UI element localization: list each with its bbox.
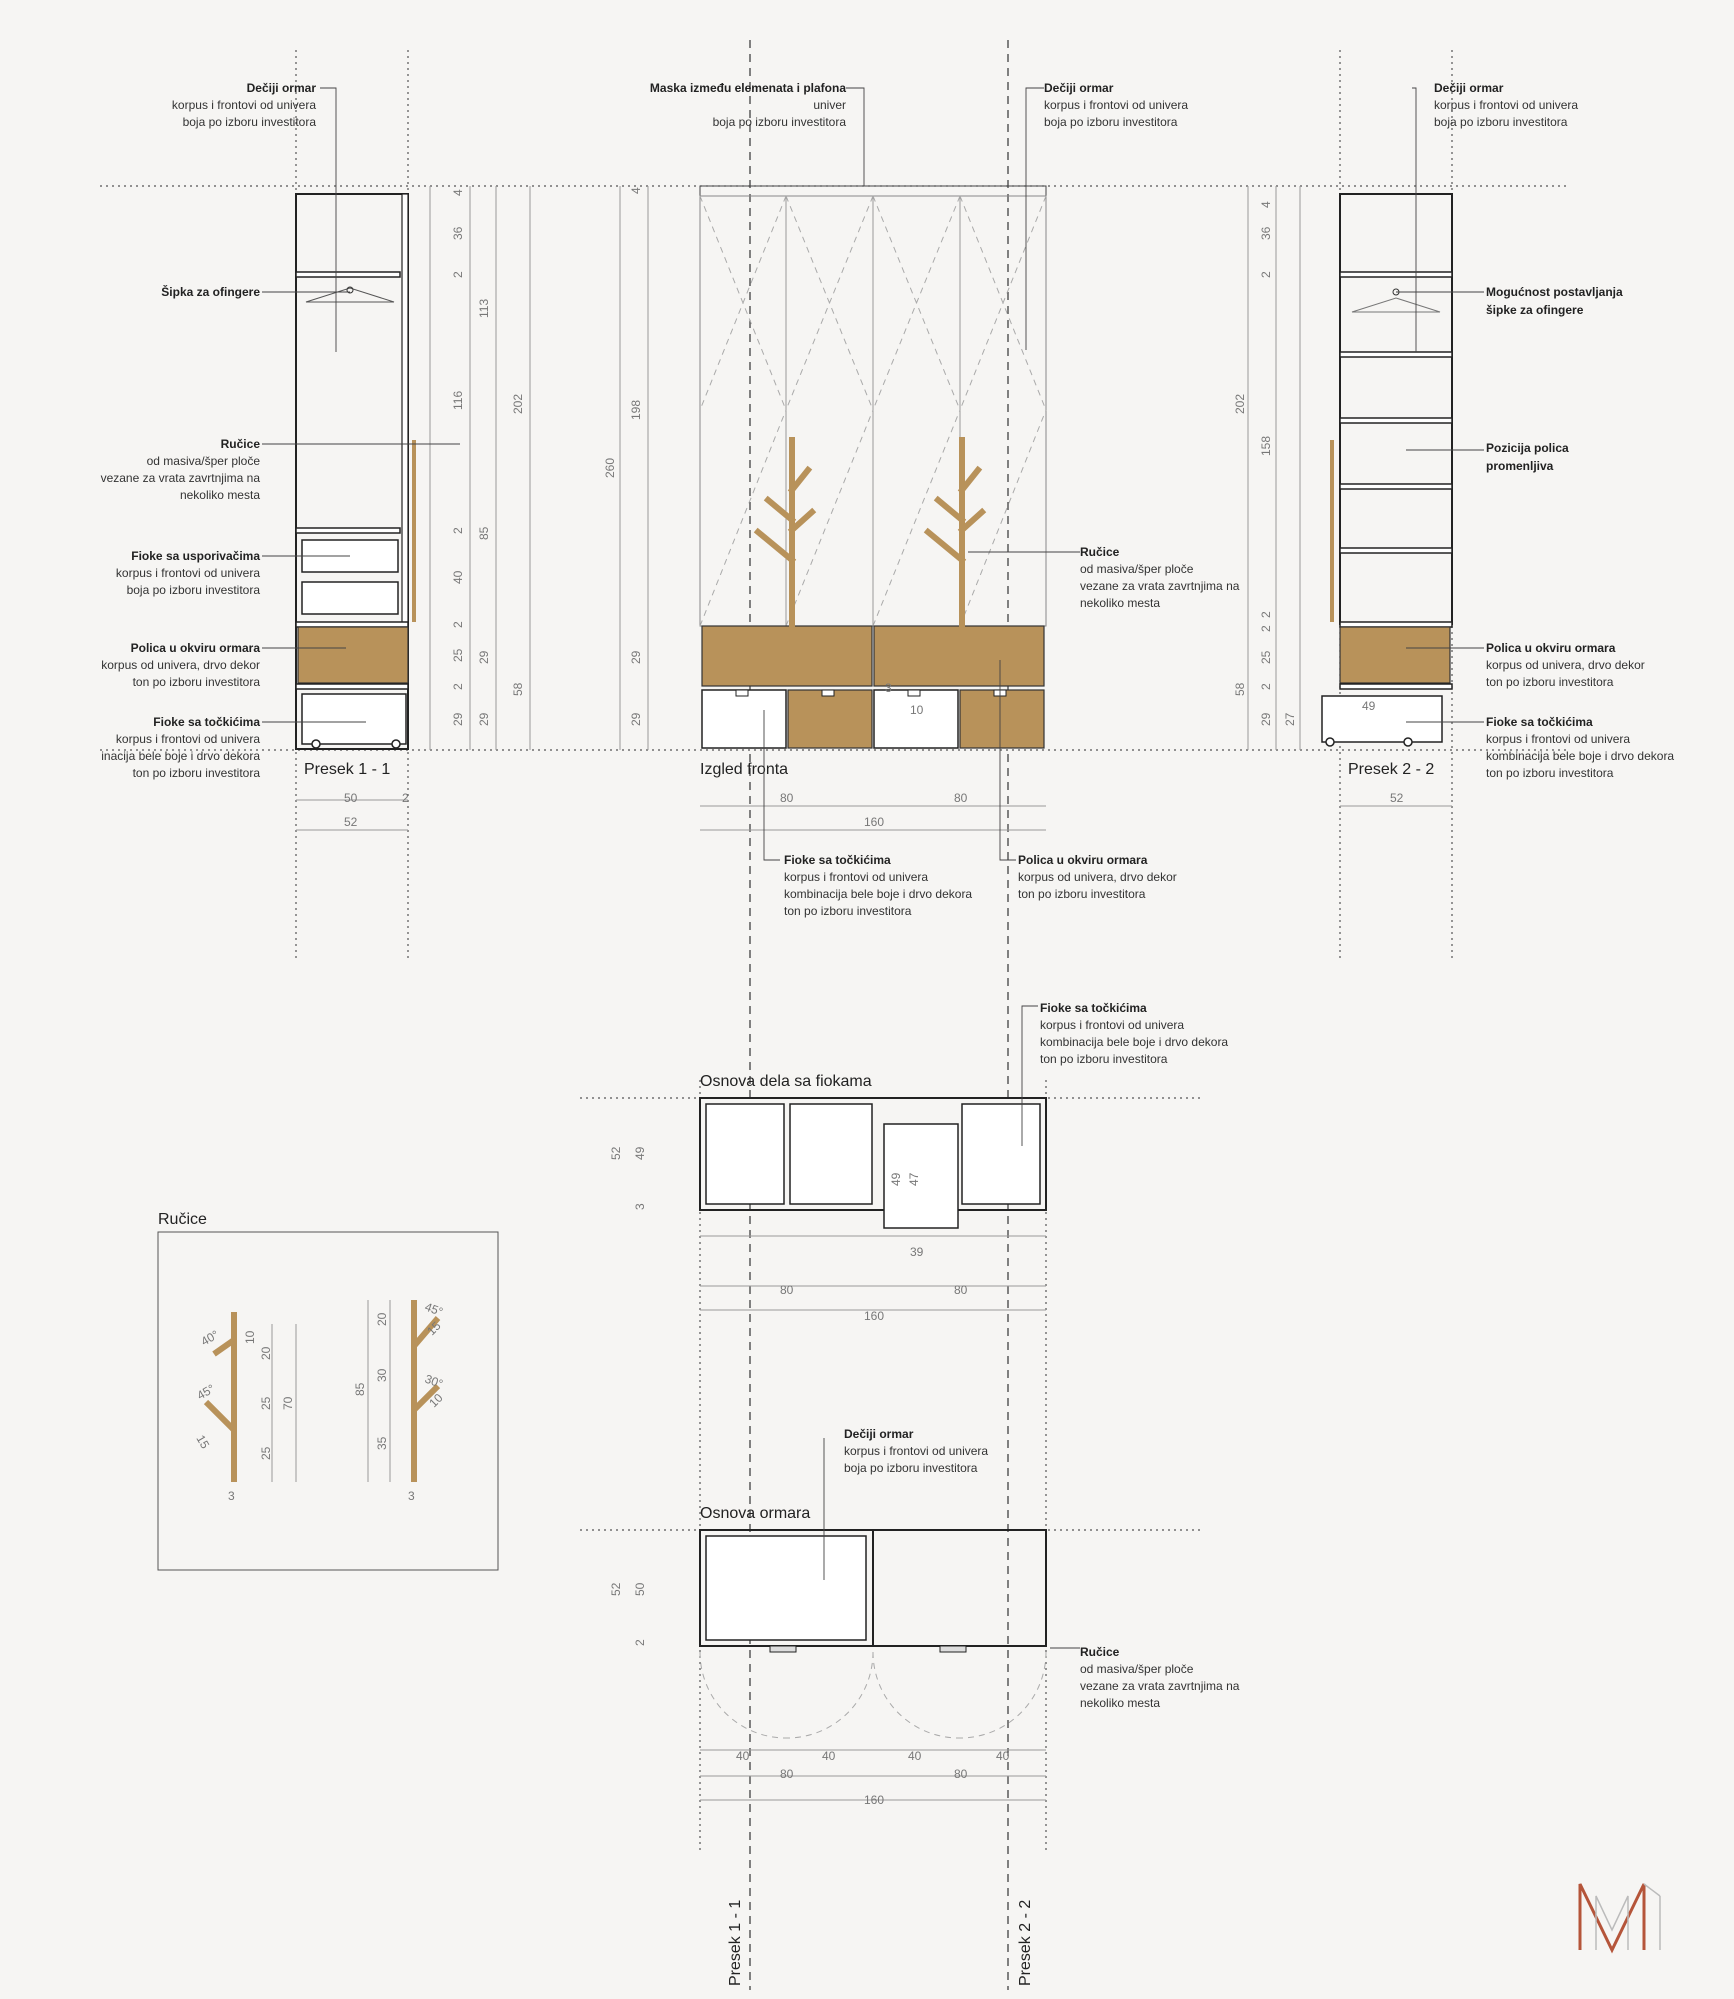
dim-s2-158: 158 (1259, 435, 1273, 456)
handles-detail-title: Ručice (158, 1211, 207, 1228)
svg-text:Dečiji ormar: Dečiji ormar (844, 1427, 914, 1441)
svg-text:Dečiji ormar: Dečiji ormar (1044, 81, 1114, 95)
dim-25: 25 (451, 648, 465, 662)
svg-text:od masiva/šper ploče: od masiva/šper ploče (1080, 562, 1194, 576)
dim-40: 40 (451, 570, 465, 584)
dim-front-29: 29 (629, 650, 643, 664)
dim-113: 113 (477, 298, 491, 318)
svg-text:Pozicija polica: Pozicija polica (1486, 441, 1569, 455)
dim-h1-45deg: 45° (194, 1381, 218, 1403)
svg-text:ton po izboru investitora: ton po izboru investitora (1486, 675, 1614, 689)
svg-text:boja po izboru investitora: boja po izboru investitora (844, 1461, 978, 1475)
svg-text:univer: univer (813, 98, 846, 112)
dim-p2-80b: 80 (954, 1767, 968, 1781)
dim-s2-36: 36 (1259, 226, 1273, 240)
dim-p1-49b: 49 (889, 1172, 903, 1186)
svg-text:ton po izboru investitora: ton po izboru investitora (784, 904, 912, 918)
dim-2e: 2 (402, 791, 409, 805)
dim-p2-40c: 40 (908, 1749, 922, 1763)
svg-text:Fioke sa usporivačima: Fioke sa usporivačima (131, 549, 260, 563)
dim-p2-160: 160 (864, 1793, 885, 1807)
front-elevation-title: Izgled fronta (700, 761, 789, 778)
note-wardrobe-plan (844, 1427, 988, 1475)
note-wardrobe-top-left (172, 81, 316, 129)
dim-36: 36 (451, 226, 465, 240)
note-handles-left (101, 437, 261, 502)
dim-s2-58: 58 (1233, 682, 1247, 696)
dim-s2-49: 49 (1362, 699, 1376, 713)
dim-s2-2d: 2 (1259, 683, 1273, 690)
svg-text:inacija bele boje i drvo dekor: inacija bele boje i drvo dekora (101, 749, 260, 763)
plan-drawers (700, 1098, 1046, 1310)
section-2-2 (1322, 194, 1452, 746)
svg-text:Fioke sa točkićima: Fioke sa točkićima (1486, 715, 1593, 729)
svg-text:korpus i frontovi od univera: korpus i frontovi od univera (115, 732, 260, 746)
dim-p1-3: 3 (633, 1203, 647, 1210)
note-handles-front (1080, 545, 1240, 610)
section-2-2-title: Presek 2 - 2 (1348, 761, 1435, 778)
svg-text:Fioke sa točkićima: Fioke sa točkićima (153, 715, 260, 729)
dim-p1-80b: 80 (954, 1283, 968, 1297)
dim-2c: 2 (451, 621, 465, 628)
svg-text:Ručice: Ručice (220, 437, 260, 451)
dim-h1-40deg: 40° (198, 1327, 222, 1349)
svg-text:Dečiji ormar: Dečiji ormar (1434, 81, 1504, 95)
dim-front-29b: 29 (629, 712, 643, 726)
dim-50: 50 (344, 791, 358, 805)
svg-text:ton po izboru investitora: ton po izboru investitora (1486, 766, 1614, 780)
dim-h1-20: 20 (259, 1346, 273, 1360)
svg-text:korpus i frontovi od univera: korpus i frontovi od univera (844, 1444, 989, 1458)
dim-p2-40d: 40 (996, 1749, 1010, 1763)
svg-text:boja po izboru investitora: boja po izboru investitora (182, 115, 316, 129)
dim-front-260: 260 (603, 457, 617, 478)
note-mask (650, 81, 846, 129)
dim-h1-15: 15 (193, 1432, 213, 1452)
dim-h2-45deg: 45° (422, 1299, 445, 1320)
svg-text:Maska između elemenata i plafo: Maska između elemenata i plafona (649, 81, 846, 95)
dim-h1-10: 10 (243, 1330, 257, 1344)
dim-front-198: 198 (629, 399, 643, 420)
dim-s2-29: 29 (1259, 712, 1273, 726)
svg-text:Fioke sa točkićima: Fioke sa točkićima (784, 853, 891, 867)
svg-text:korpus od univera, drvo dekor: korpus od univera, drvo dekor (101, 658, 260, 672)
section-1-1 (296, 194, 414, 749)
svg-text:Šipka za ofingere: Šipka za ofingere (161, 285, 260, 299)
dim-2: 2 (451, 271, 465, 278)
svg-text:Polica u okviru ormara: Polica u okviru ormara (1018, 853, 1148, 867)
note-drawers-slow (116, 549, 260, 597)
dim-p2-52: 52 (609, 1582, 623, 1596)
dim-s2-2c: 2 (1259, 625, 1273, 632)
dim-h1-3: 3 (228, 1489, 235, 1503)
dim-h2-35: 35 (375, 1436, 389, 1450)
svg-text:vezane za vrata zavrtnjima na: vezane za vrata zavrtnjima na (1080, 1679, 1240, 1693)
svg-text:boja po izboru investitora: boja po izboru investitora (1434, 115, 1568, 129)
note-wheels-right (1486, 715, 1674, 780)
svg-text:kombinacija bele boje i drvo d: kombinacija bele boje i drvo dekora (1040, 1035, 1229, 1049)
note-shelf-right (1486, 641, 1645, 689)
svg-text:korpus i frontovi od univera: korpus i frontovi od univera (1486, 732, 1631, 746)
svg-text:nekoliko mesta: nekoliko mesta (1080, 596, 1161, 610)
dim-s2-52: 52 (1390, 791, 1404, 805)
svg-text:ton po izboru investitora: ton po izboru investitora (132, 766, 260, 780)
dim-29c: 29 (477, 712, 491, 726)
dim-s2-25: 25 (1259, 650, 1273, 664)
dim-58: 58 (511, 682, 525, 696)
svg-text:promenljiva: promenljiva (1486, 459, 1554, 473)
svg-text:korpus od univera, drvo dekor: korpus od univera, drvo dekor (1486, 658, 1645, 672)
svg-text:nekoliko mesta: nekoliko mesta (1080, 1696, 1161, 1710)
svg-text:boja po izboru investitora: boja po izboru investitora (126, 583, 260, 597)
dim-h1-70: 70 (281, 1396, 295, 1410)
svg-text:boja po izboru investitora: boja po izboru investitora (712, 115, 846, 129)
svg-text:Mogućnost postavljanja: Mogućnost postavljanja (1486, 285, 1623, 299)
dim-h2-3: 3 (408, 1489, 415, 1503)
dim-front-80b: 80 (954, 791, 968, 805)
svg-text:Ručice: Ručice (1080, 545, 1120, 559)
svg-text:kombinacija bele boje i drvo d: kombinacija bele boje i drvo dekora (1486, 749, 1675, 763)
note-handles-plan (1080, 1645, 1240, 1710)
svg-text:vezane za vrata zavrtnjima na: vezane za vrata zavrtnjima na (100, 471, 260, 485)
svg-text:Fioke sa točkićima: Fioke sa točkićima (1040, 1001, 1147, 1015)
svg-text:Dečiji ormar: Dečiji ormar (246, 81, 316, 95)
svg-text:korpus i frontovi od univera: korpus i frontovi od univera (784, 870, 929, 884)
svg-text:kombinacija bele boje i drvo d: kombinacija bele boje i drvo dekora (784, 887, 973, 901)
svg-text:Ručice: Ručice (1080, 1645, 1120, 1659)
dim-29b: 29 (477, 650, 491, 664)
dim-h2-20: 20 (375, 1312, 389, 1326)
logo-mark-icon (1580, 1884, 1660, 1950)
dim-p1-49: 49 (633, 1146, 647, 1160)
dim-4: 4 (451, 189, 465, 196)
svg-text:nekoliko mesta: nekoliko mesta (179, 488, 260, 502)
svg-text:od masiva/šper ploče: od masiva/šper ploče (1080, 1662, 1194, 1676)
dim-p2-50: 50 (633, 1582, 647, 1596)
dim-s2-2b: 2 (1259, 611, 1273, 618)
svg-text:korpus i frontovi od univera: korpus i frontovi od univera (1040, 1018, 1185, 1032)
svg-text:korpus i frontovi od univera: korpus i frontovi od univera (1434, 98, 1579, 112)
svg-text:ton po izboru investitora: ton po izboru investitora (1018, 887, 1146, 901)
dim-front-4: 4 (629, 187, 643, 194)
dim-2b: 2 (451, 527, 465, 534)
dim-p2-40a: 40 (736, 1749, 750, 1763)
dim-s2-27: 27 (1283, 712, 1297, 726)
svg-text:šipke za ofingere: šipke za ofingere (1486, 303, 1584, 317)
dim-front-80: 80 (780, 791, 794, 805)
dim-p2-40b: 40 (822, 1749, 836, 1763)
dim-p1-39: 39 (910, 1245, 924, 1259)
dim-h2-15: 15 (424, 1318, 444, 1339)
dim-s2-202: 202 (1233, 393, 1247, 414)
dim-h2-30deg: 30° (422, 1371, 445, 1392)
dim-2d: 2 (451, 683, 465, 690)
dim-85: 85 (477, 526, 491, 540)
dim-p1-160: 160 (864, 1309, 885, 1323)
cut-label-2: Presek 2 - 2 (1017, 1899, 1034, 1986)
dim-116: 116 (451, 390, 465, 410)
svg-text:Polica u okviru ormara: Polica u okviru ormara (130, 641, 260, 655)
note-shelf-position (1486, 441, 1569, 473)
front-elevation (700, 186, 1046, 748)
dim-p1-52: 52 (609, 1146, 623, 1160)
dim-s2-4: 4 (1259, 201, 1273, 208)
dim-h1-25b: 25 (259, 1446, 273, 1460)
plan-wardrobe (700, 1530, 1046, 1800)
svg-text:od masiva/šper ploče: od masiva/šper ploče (146, 454, 260, 468)
svg-text:korpus od univera, drvo dekor: korpus od univera, drvo dekor (1018, 870, 1177, 884)
svg-text:korpus i frontovi od univera: korpus i frontovi od univera (1044, 98, 1189, 112)
dim-s2-2: 2 (1259, 271, 1273, 278)
cut-label-1: Presek 1 - 1 (727, 1899, 744, 1986)
dim-29: 29 (451, 712, 465, 726)
note-shelf-left (101, 641, 260, 689)
note-wardrobe-top-mid (1044, 81, 1188, 129)
svg-text:korpus i frontovi od univera: korpus i frontovi od univera (115, 566, 260, 580)
dim-h2-85: 85 (353, 1382, 367, 1396)
note-hanger-rod (161, 284, 260, 299)
note-hanger-rod-option (1486, 285, 1623, 317)
note-shelf-front (1018, 853, 1177, 901)
svg-text:ton po izboru investitora: ton po izboru investitora (132, 675, 260, 689)
svg-text:Polica u okviru ormara: Polica u okviru ormara (1486, 641, 1616, 655)
dim-52: 52 (344, 815, 358, 829)
note-wheels-left (101, 715, 260, 780)
svg-text:ton po izboru investitora: ton po izboru investitora (1040, 1052, 1168, 1066)
dim-3: 3 (885, 681, 892, 695)
svg-text:boja po izboru investitora: boja po izboru investitora (1044, 115, 1178, 129)
svg-text:vezane za vrata zavrtnjima na: vezane za vrata zavrtnjima na (1080, 579, 1240, 593)
section-1-1-title: Presek 1 - 1 (304, 761, 391, 778)
dim-h2-30: 30 (375, 1368, 389, 1382)
note-wheels-front (784, 853, 972, 918)
plan-drawers-title: Osnova dela sa fiokama (700, 1073, 872, 1090)
note-wardrobe-top-right (1434, 81, 1578, 129)
dim-front-160: 160 (864, 815, 885, 829)
svg-text:korpus i frontovi od univera: korpus i frontovi od univera (171, 98, 316, 112)
dim-p1-80: 80 (780, 1283, 794, 1297)
dim-h1-25: 25 (259, 1396, 273, 1410)
dim-p2-2: 2 (633, 1639, 647, 1646)
note-wheels-plan (1040, 1001, 1228, 1066)
plan-wardrobe-title: Osnova ormara (700, 1505, 811, 1522)
dim-h2-10: 10 (426, 1390, 446, 1411)
guide-lines (100, 40, 1570, 1990)
dim-202: 202 (511, 393, 525, 414)
dim-10: 10 (910, 703, 924, 717)
dim-p2-80: 80 (780, 1767, 794, 1781)
dim-p1-47: 47 (907, 1172, 921, 1186)
